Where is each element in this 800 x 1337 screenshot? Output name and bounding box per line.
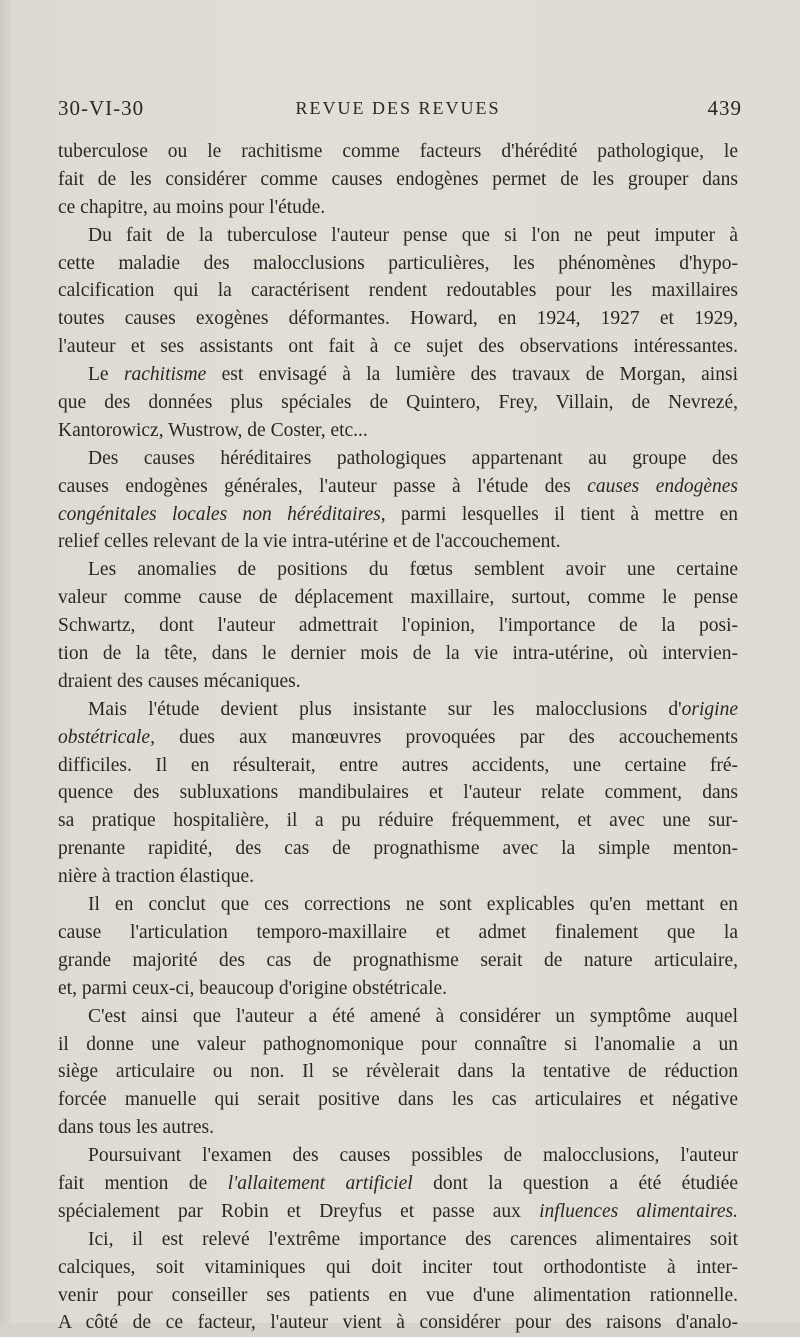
text-line — [58, 361, 738, 389]
running-title: REVUE DES REVUES — [295, 98, 501, 118]
text-line: Du fait de la tuberculose l'auteur pense que si l'on ne peut imputer à — [88, 224, 738, 246]
text-line: ce chapitre, au moins pour l'étude. — [58, 196, 326, 218]
italic-term: origine — [681, 698, 738, 720]
text-line: calcification qui la caractérisent rendent redoutables pour les maxillaires — [58, 280, 738, 302]
text-line: dans tous les autres. — [58, 1117, 214, 1139]
text-line: Des causes héréditaires pathologiques appartenant au groupe des — [88, 447, 738, 469]
text-line: cause l'articulation temporo-maxillaire et admet finalement que la — [58, 921, 738, 943]
text-line: Ici, il est relevé l'extrême importance des carences alimentaires soit — [88, 1228, 738, 1250]
text-line: siège articulaire ou non. Il se révèlerait dans la tentative de réduction — [58, 1061, 738, 1083]
text-line: tuberculose ou le rachitisme comme facteurs d'hérédité pathologique, le — [58, 141, 738, 162]
text-line: cette maladie des malocclusions particulières, les phénomènes d'hypo- — [58, 252, 738, 274]
italic-term: causes endogènes — [587, 475, 738, 497]
text-line: l'auteur et ses assistants ont fait à ce sujet des observations intéressantes. — [58, 336, 738, 358]
body-text — [58, 138, 738, 1337]
text-line: difficiles. Il en résulterait, entre autres accidents, une certaine fré- — [58, 754, 738, 776]
text-line: fait de les considérer comme causes endogènes permet de les grouper dans — [58, 168, 738, 190]
text-line: sa pratique hospitalière, il a pu réduire fréquemment, et avec une sur- — [58, 810, 738, 832]
text-line — [58, 1198, 738, 1226]
text-segment: fait mention de — [58, 1172, 228, 1194]
text-line — [58, 1170, 738, 1198]
text-line: que des données plus spéciales de Quintero, Frey, Villain, de Nevrezé, — [58, 392, 738, 414]
text-segment: Le — [88, 364, 124, 386]
text-line: venir pour conseiller ses patients en vue d'une alimentation rationnelle. — [58, 1284, 738, 1306]
text-line: grande majorité des cas de prognathisme serait de nature articulaire, — [58, 949, 738, 971]
text-line: Schwartz, dont l'auteur admettrait l'opinion, l'importance de la posi- — [58, 615, 738, 637]
text-segment: Mais l'étude devient plus insistante sur les malocclusions d' — [88, 698, 682, 720]
text-line: relief celles relevant de la vie intra-utérine et de l'accouchement. — [58, 531, 561, 553]
italic-term: obstétricale, — [58, 726, 155, 748]
text-line: forcée manuelle qui serait positive dans les cas articulaires et négative — [58, 1089, 738, 1111]
text-line — [58, 724, 738, 752]
running-header — [58, 96, 742, 126]
text-line: Kantorowicz, Wustrow, de Coster, etc... — [58, 419, 368, 441]
italic-term: congénitales locales non héréditaires, — [58, 503, 386, 525]
text-line: il donne une valeur pathognomonique pour connaître si l'anomalie a un — [58, 1033, 738, 1055]
text-line: A côté de ce facteur, l'auteur vient à considérer pour des raisons d'analo- — [58, 1312, 738, 1334]
italic-term: influences alimentaires. — [539, 1200, 738, 1222]
text-line: tion de la tête, dans le dernier mois de la vie intra-utérine, où intervien- — [58, 643, 738, 665]
text-segment: dont la question a été étudiée — [412, 1172, 738, 1194]
text-line: et, parmi ceux-ci, beaucoup d'origine obstétricale. — [58, 977, 448, 999]
text-line: C'est ainsi que l'auteur a été amené à considérer un symptôme auquel — [88, 1005, 738, 1027]
text-segment: est envisagé à la lumière des travaux de Morgan, ainsi — [206, 364, 738, 386]
text-line: nière à traction élastique. — [58, 866, 254, 888]
text-line: valeur comme cause de déplacement maxillaire, surtout, comme le pense — [58, 587, 738, 609]
text-line: Poursuivant l'examen des causes possibles de malocclusions, l'auteur — [88, 1145, 738, 1167]
text-line — [58, 501, 738, 529]
italic-term: rachitisme — [123, 364, 207, 386]
text-segment: parmi lesquelles il tient à mettre en — [385, 503, 738, 525]
text-segment: spécialement par Robin et Dreyfus et passe aux — [58, 1200, 540, 1222]
text-line — [58, 473, 738, 501]
text-line: Les anomalies de positions du fœtus semblent avoir une certaine — [88, 559, 738, 581]
text-line: Il en conclut que ces corrections ne sont explicables qu'en mettant en — [88, 894, 738, 916]
text-line: calciques, soit vitaminiques qui doit inciter tout orthodontiste à inter- — [58, 1256, 738, 1278]
text-segment: causes endogènes générales, l'auteur passe à l'étude des — [58, 475, 588, 497]
text-line: draient des causes mécaniques. — [58, 670, 301, 692]
text-line — [58, 696, 738, 724]
header-date: 30-VI-30 — [58, 96, 145, 120]
text-line: prenante rapidité, des cas de prognathisme avec la simple menton- — [58, 838, 738, 860]
text-line: toutes causes exogènes déformantes. Howard, en 1924, 1927 et 1929, — [58, 308, 738, 330]
text-segment: dues aux manœuvres provoquées par des accouchements — [154, 726, 738, 748]
page-number: 439 — [707, 96, 742, 120]
text-line: quence des subluxations mandibulaires et l'auteur relate comment, dans — [58, 782, 738, 804]
italic-term: l'allaitement artificiel — [227, 1172, 413, 1194]
